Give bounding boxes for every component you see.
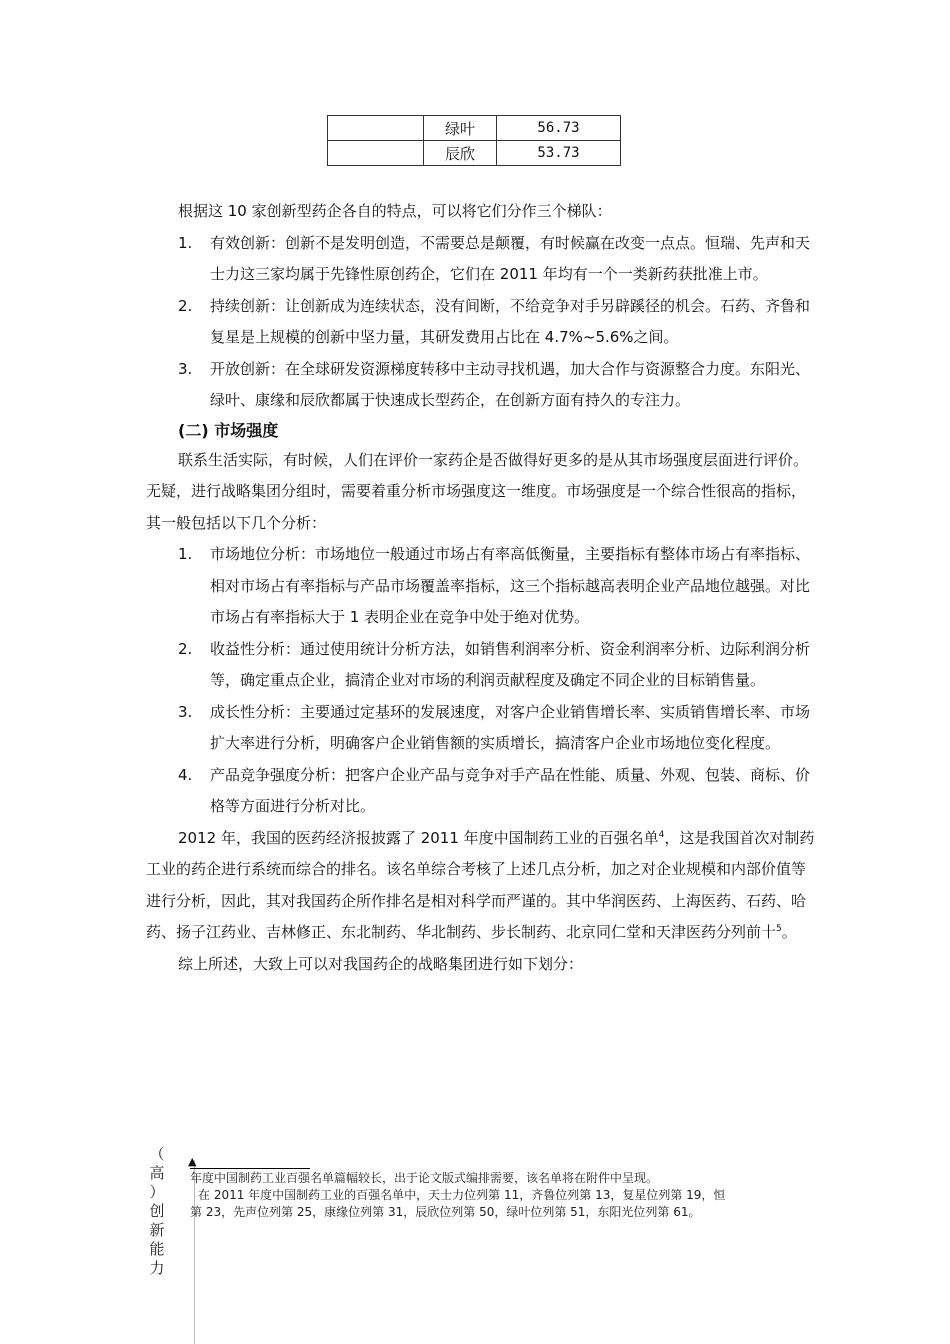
axis-label-char: 力: [149, 1259, 165, 1277]
list-text: 收益性分析：通过使用统计分析方法，如销售利润率分析、资金利润率分析、边际利润分析等，确定重点企业，搞清企业对市场的利润贡献程度及确定不同企业的目标销售量。: [210, 639, 811, 689]
footnote-4: 年度中国制药工业百强名单篇幅较长，出于论文版式编排需要，该名单将在附件中呈现。: [190, 1171, 659, 1185]
list-number: 1.: [178, 233, 193, 252]
innovation-score-table: [327, 115, 621, 166]
conclusion-paragraph: 综上所述，大致上可以对我国药企的战略集团进行如下划分：: [178, 954, 584, 973]
axis-label-char: 能: [149, 1240, 165, 1258]
list-number: 3.: [178, 359, 193, 378]
list-item: [146, 539, 818, 634]
list-text: 产品竞争强度分析：把客户企业产品与竞争对手产品在性能、质量、外观、包装、商标、价格等方面进行分析对比。: [210, 765, 811, 815]
footnote-5-line2: 第 23，先声位列第 25，康缘位列第 31，辰欣位列第 50，绿叶位列第 51，东阳光位列第 61。: [190, 1205, 701, 1219]
list-item: [146, 354, 818, 417]
ranking-text-before: 2012 年，我国的医药经济报披露了 2011 年度中国制药工业的百强名单: [178, 828, 659, 847]
ranking-text-middle: ，这是我国首次对制药工业的药企进行系统而综合的排名。该名单综合考核了上述几点分析，加之对企业规模和内部价值等进行分析，因此，其对我国药企所作排名是相对科学而严谨的。其中华润医药、上海医药、石药、哈药、扬子江药业、吉林修正、东北制药、华北制药、步长制药、北京同仁堂和天津医药分列前十: [146, 828, 815, 941]
diagram-axis-label: [147, 1145, 167, 1278]
analysis-list: [146, 539, 818, 823]
section-heading: (二) 市场强度: [178, 420, 279, 440]
market-intro-paragraph: 联系生活实际，有时候，人们在评价一家药企是否做得好更多的是从其市场强度层面进行评价。无疑，进行战略集团分组时，需要着重分析市场强度这一维度。市场强度是一个综合性很高的指标，其一般包括以下几个分析：: [146, 450, 809, 532]
table-cell-company: 辰欣: [424, 141, 497, 166]
list-item: [146, 697, 818, 760]
list-item: [146, 760, 818, 823]
tier-list: [146, 228, 818, 417]
axis-label-char: ）: [149, 1183, 165, 1201]
list-number: 2.: [178, 639, 193, 658]
footnote-ref-4[interactable]: 4: [658, 829, 665, 840]
table-cell-score: 56.73: [497, 116, 621, 141]
footnotes: [190, 1170, 810, 1221]
list-item: [146, 228, 818, 291]
list-number: 4.: [178, 765, 193, 784]
tiers-intro: 根据这 10 家创新型药企各自的特点，可以将它们分作三个梯队：: [178, 202, 612, 220]
list-number: 1.: [178, 545, 193, 563]
ranking-paragraph: [146, 823, 818, 949]
footnote-ref-5[interactable]: 5: [776, 924, 782, 934]
list-item: [146, 291, 818, 354]
axis-label-char: 高: [149, 1164, 165, 1182]
axis-label-char: 创: [149, 1202, 165, 1220]
footnote-5-line1: 在 2011 年度中国制药工业的百强名单中，天士力位列第 11，齐鲁位列第 13，复星位列第 19，恒: [198, 1188, 726, 1202]
table-cell-group: [328, 116, 424, 141]
list-text: 市场地位分析：市场地位一般通过市场占有率高低衡量，主要指标有整体市场占有率指标、相对市场占有率指标与产品市场覆盖率指标，这三个指标越高表明企业产品地位越强。对比市场占有率指标大于 1 表明企业在竞争中处于绝对优势。: [210, 545, 811, 626]
body-text: [146, 196, 818, 980]
list-item: [146, 634, 818, 697]
list-text: 持续创新：让创新成为连续状态，没有间断，不给竞争对手另辟蹊径的机会。石药、齐鲁和复星是上规模的创新中坚力量，其研发费用占比在 4.7%~5.6%之间。: [210, 296, 811, 346]
axis-label-char: （: [149, 1145, 165, 1163]
list-text: 开放创新：在全球研发资源梯度转移中主动寻找机遇，加大合作与资源整合力度。东阳光、绿叶、康缘和辰欣都属于快速成长型药企，在创新方面有持久的专注力。: [210, 359, 811, 409]
ranking-text-after: 。: [781, 923, 797, 941]
list-text: 有效创新：创新不是发明创造，不需要总是颠覆，有时候赢在改变一点点。恒瑞、先声和天士力这三家均属于先锋性原创药企，它们在 2011 年均有一个一类新药获批准上市。: [210, 233, 811, 283]
arrow-up-icon: ▲: [188, 1155, 197, 1168]
list-text: 成长性分析：主要通过定基环的发展速度，对客户企业销售增长率、实质销售增长率、市场扩大率进行分析，明确客户企业销售额的实质增长，搞清客户企业市场地位变化程度。: [210, 702, 811, 752]
table-cell-company: 绿叶: [424, 116, 497, 141]
table-row: [328, 141, 621, 166]
footnote-separator: [190, 1168, 310, 1169]
table-row: [328, 116, 621, 141]
table-cell-score: 53.73: [497, 141, 621, 166]
table-cell-group: [328, 141, 424, 166]
axis-label-char: 新: [149, 1221, 165, 1239]
list-number: 2.: [178, 296, 193, 315]
list-number: 3.: [178, 702, 193, 721]
